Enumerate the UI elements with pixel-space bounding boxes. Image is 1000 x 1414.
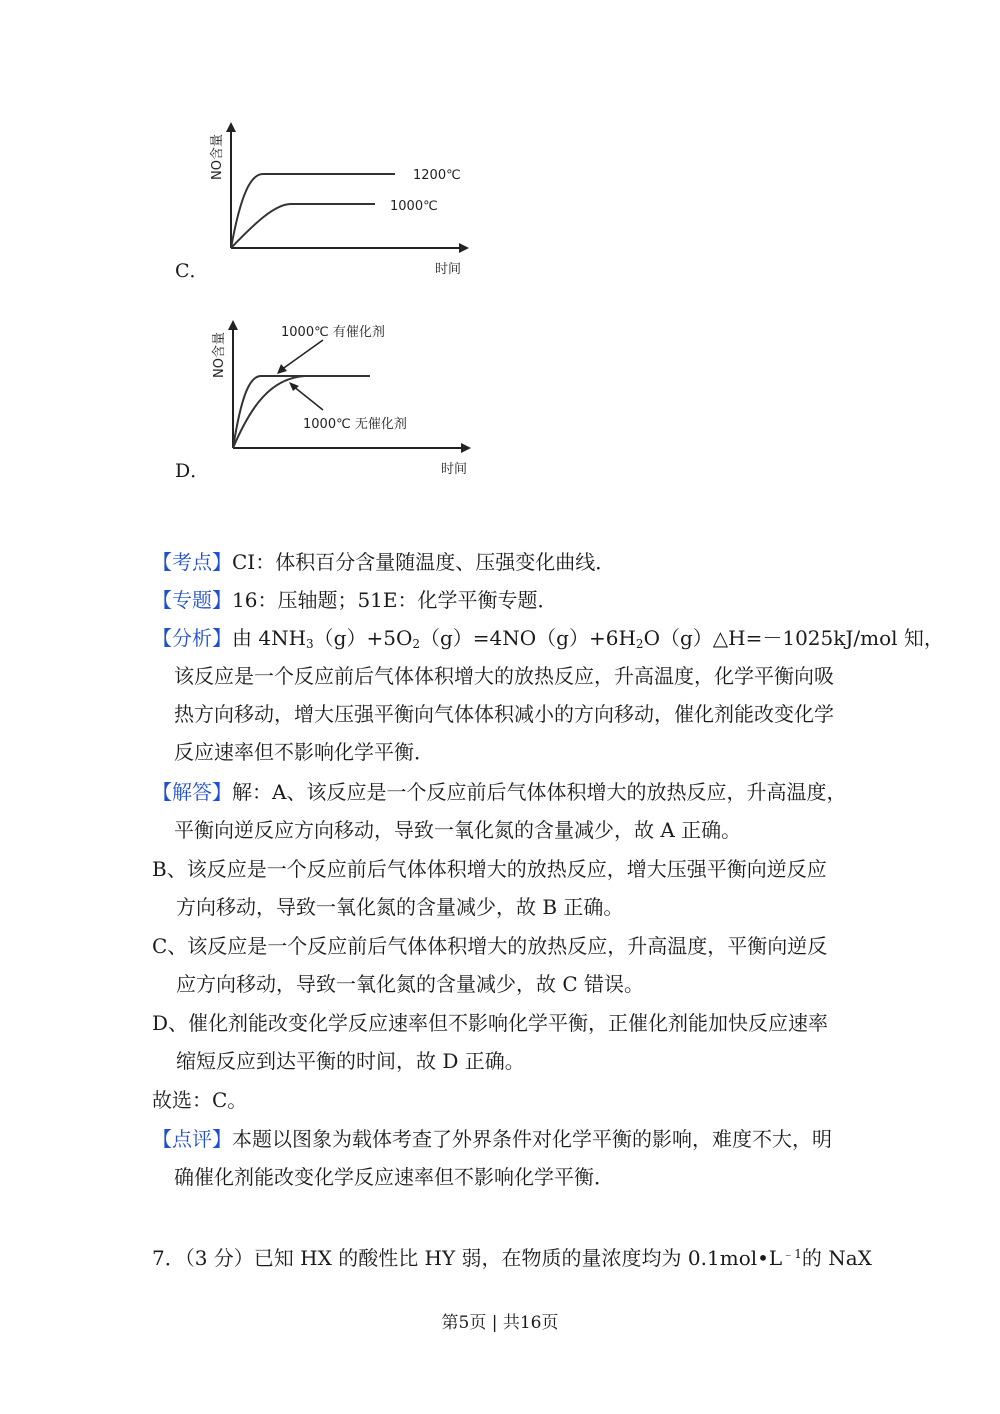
question-7-text-b: 的 NaX xyxy=(801,1246,872,1270)
jieda-text-1: 解：A、该反应是一个反应前后气体体积增大的放热反应，升高温度， xyxy=(232,780,847,804)
question-7-text-a: 7．（3 分）已知 HX 的酸性比 HY 弱，在物质的量浓度均为 0.1mol•L xyxy=(152,1246,783,1270)
curve-low-label: 1000℃ xyxy=(390,199,438,214)
option-d-label: D． xyxy=(175,460,210,482)
fenxi-formula-c: （g）=4NO（g）+6H xyxy=(420,626,636,650)
dianping-tag: 【点评】 xyxy=(152,1127,232,1151)
fenxi-formula-b: （g）+5O xyxy=(313,626,413,650)
fenxi-line-3: 热方向移动，增大压强平衡向气体体积减小的方向移动，催化剂能改变化学 xyxy=(174,702,834,726)
x-axis-arrow xyxy=(459,243,469,253)
x-axis-label: 时间 xyxy=(435,262,462,277)
x-axis-arrow xyxy=(461,443,471,453)
kaodian-line xyxy=(152,548,615,576)
subscript-3: 3 xyxy=(306,637,314,651)
page-footer: 第5页 | 共16页 xyxy=(441,1313,559,1333)
graph-d-svg xyxy=(195,318,485,483)
fenxi-tag: 【分析】 xyxy=(152,626,232,650)
y-axis-arrow xyxy=(226,122,236,132)
b-line-2: 方向移动，导致一氧化氮的含量减少，故 B 正确。 xyxy=(176,895,624,919)
y-axis-label: NO含量 xyxy=(212,332,227,378)
fenxi-line-2: 该反应是一个反应前后气体体积增大的放热反应，升高温度，化学平衡向吸 xyxy=(174,664,834,688)
answer-line: 故选：C。 xyxy=(152,1088,248,1112)
d-line-2: 缩短反应到达平衡的时间，故 D 正确。 xyxy=(176,1049,525,1073)
zhuanti-tag: 【专题】 xyxy=(152,588,232,612)
fenxi-formula-d: O（g）△H=－1025kJ/mol 知， xyxy=(643,626,944,650)
curve-catalyst xyxy=(233,376,370,448)
option-c-label: C． xyxy=(175,260,209,282)
dianping-line-1 xyxy=(152,1125,832,1153)
fenxi-line-4: 反应速率但不影响化学平衡． xyxy=(174,740,434,764)
pointer-catalyst xyxy=(281,340,323,370)
fenxi-formula-a: 由 4NH xyxy=(232,626,307,650)
fenxi-line-1 xyxy=(152,624,944,658)
x-axis-label: 时间 xyxy=(441,462,468,477)
b-line-1: B、该反应是一个反应前后气体体积增大的放热反应，增大压强平衡向逆反应 xyxy=(152,857,827,881)
d-line-1: D、催化剂能改变化学反应速率但不影响化学平衡，正催化剂能加快反应速率 xyxy=(152,1011,829,1035)
y-axis-label: NO含量 xyxy=(210,134,225,180)
pointer-no-catalyst xyxy=(293,386,323,410)
curve-no-catalyst xyxy=(233,376,370,448)
kaodian-text: CI：体积百分含量随温度、压强变化曲线． xyxy=(232,550,616,574)
zhuanti-text: 16：压轴题；51E：化学平衡专题． xyxy=(232,588,558,612)
kaodian-tag: 【考点】 xyxy=(152,550,232,574)
jieda-tag: 【解答】 xyxy=(152,780,232,804)
graph-c-svg xyxy=(195,118,485,283)
pointer-catalyst-head xyxy=(277,364,287,374)
zhuanti-line xyxy=(152,586,558,614)
c-line-2: 应方向移动，导致一氧化氮的含量减少，故 C 错误。 xyxy=(176,972,645,996)
graph-c xyxy=(195,118,485,283)
question-7-superscript: ﹣1 xyxy=(782,1247,802,1261)
graph-d xyxy=(195,318,485,483)
c-line-1: C、该反应是一个反应前后气体体积增大的放热反应，升高温度，平衡向逆反 xyxy=(152,934,828,958)
dianping-line-2: 确催化剂能改变化学反应速率但不影响化学平衡． xyxy=(174,1165,614,1189)
curve-high-label: 1200℃ xyxy=(413,168,461,183)
label-catalyst: 1000℃ 有催化剂 xyxy=(281,325,385,340)
label-no-catalyst: 1000℃ 无催化剂 xyxy=(303,417,407,432)
jieda-line-1 xyxy=(152,778,846,806)
subscript-2a: 2 xyxy=(412,637,420,651)
jieda-line-2: 平衡向逆反应方向移动，导致一氧化氮的含量减少，故 A 正确。 xyxy=(174,818,742,842)
curve-1000 xyxy=(231,204,375,248)
curve-1200 xyxy=(231,174,395,248)
y-axis-arrow xyxy=(228,320,238,330)
dianping-text-1: 本题以图象为载体考查了外界条件对化学平衡的影响，难度不大，明 xyxy=(232,1127,832,1151)
subscript-2b: 2 xyxy=(635,637,644,651)
question-7 xyxy=(152,1240,872,1272)
